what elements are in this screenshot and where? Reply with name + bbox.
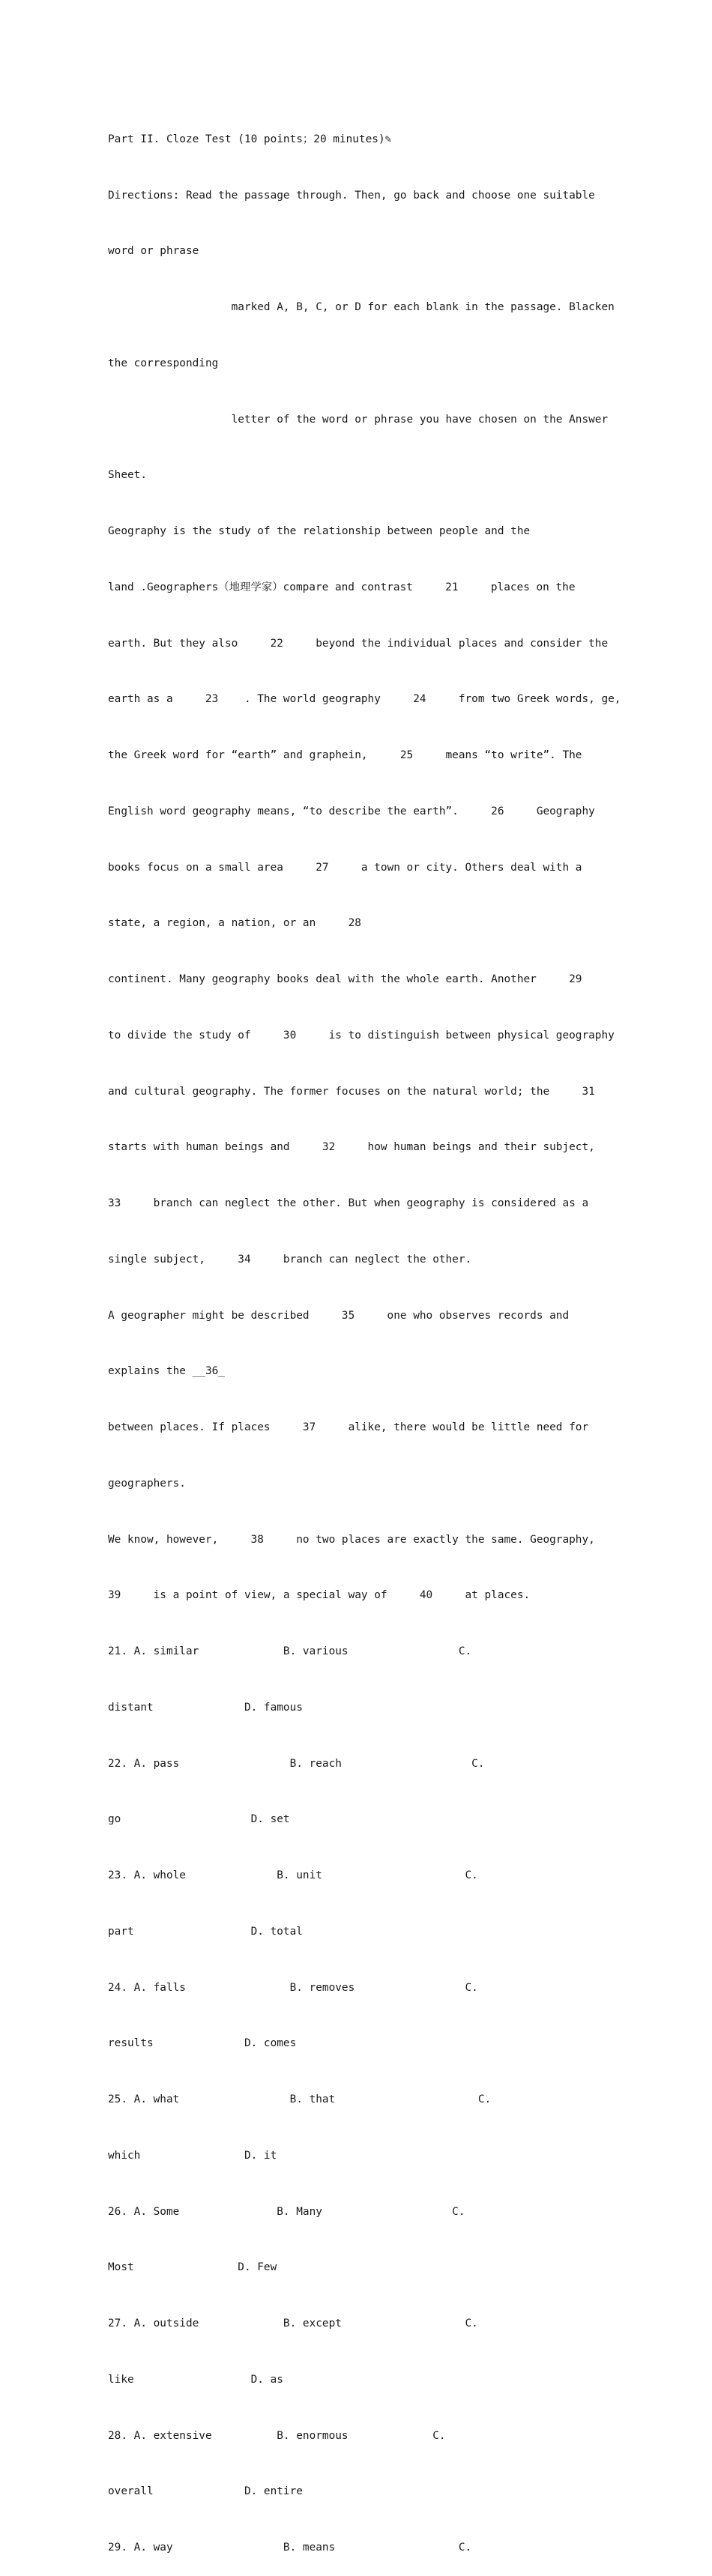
passage-line: Geography is the study of the relationship between people and the xyxy=(108,525,531,538)
passage-line: starts with human beings and 32 how human beings and their subject, xyxy=(108,1141,595,1154)
directions-text: the corresponding xyxy=(108,357,219,369)
passage-line: single subject, 34 branch can neglect the other. xyxy=(108,1253,472,1266)
option-line: 24. A. falls B. removes C. xyxy=(108,1981,478,1994)
option-line: part D. total xyxy=(108,1925,303,1938)
passage-line: 33 branch can neglect the other. But when geography is considered as a xyxy=(108,1197,589,1210)
directions-text: letter of the word or phrase you have chosen on the Answer xyxy=(108,413,609,426)
option-line: 21. A. similar B. various C. xyxy=(108,1645,472,1658)
option-line: go D. set xyxy=(108,1813,290,1826)
option-line: results D. comes xyxy=(108,2037,297,2050)
passage-line: between places. If places 37 alike, there would be little need for xyxy=(108,1421,589,1434)
option-line: 22. A. pass B. reach C. xyxy=(108,1757,485,1770)
passage-line: the Greek word for “earth” and graphein, 25 means “to write”. The xyxy=(108,749,582,762)
passage-line: and cultural geography. The former focuses on the natural world; the 31 xyxy=(108,1085,595,1098)
option-line: 28. A. extensive B. enormous C. xyxy=(108,2429,446,2442)
passage-line: books focus on a small area 27 a town or city. Others deal with a xyxy=(108,861,582,874)
option-line: which D. it xyxy=(108,2149,277,2162)
directions-text: marked A, B, C, or D for each blank in the passage. Blacken xyxy=(108,301,615,314)
option-line: 29. A. way B. means C. xyxy=(108,2542,472,2554)
passage-line: English word geography means, “to describe the earth”. 26 Geography xyxy=(108,805,595,817)
option-line: 26. A. Some B. Many C. xyxy=(108,2205,465,2218)
passage-line: geographers. xyxy=(108,1477,186,1490)
directions-text: word or phrase xyxy=(108,245,199,258)
option-line: 27. A. outside B. except C. xyxy=(108,2318,478,2330)
directions-text: Directions: Read the passage through. Then, go back and choose one suitable xyxy=(108,189,595,202)
option-line: overall D. entire xyxy=(108,2485,303,2498)
option-line: Most D. Few xyxy=(108,2261,277,2274)
passage-line: earth as a 23 . The world geography 24 from two Greek words, ge, xyxy=(108,693,621,706)
passage-line: land .Geographers（地理学家）compare and contrast 21 places on the xyxy=(108,581,576,593)
passage-line: state, a region, a nation, or an 28 xyxy=(108,917,361,930)
passage-line: A geographer might be described 35 one who observes records and xyxy=(108,1309,570,1322)
passage-line: continent. Many geography books deal with the whole earth. Another 29 xyxy=(108,973,582,986)
passage-line: We know, however, 38 no two places are exactly the same. Geography, xyxy=(108,1533,595,1546)
option-line: 25. A. what B. that C. xyxy=(108,2093,492,2106)
option-line: like D. as xyxy=(108,2373,283,2386)
cloze-test-document xyxy=(108,93,621,2576)
section-heading: Part II. Cloze Test (10 points；20 minutes)✎ xyxy=(108,133,392,145)
option-line: 23. A. whole B. unit C. xyxy=(108,1869,478,1882)
passage-line: 39 is a point of view, a special way of 40 at places. xyxy=(108,1589,531,1602)
option-line: distant D. famous xyxy=(108,1701,303,1714)
passage-line: explains the __36_ xyxy=(108,1365,225,1378)
passage-line: earth. But they also 22 beyond the individual places and consider the xyxy=(108,637,609,650)
passage-line: to divide the study of 30 is to distinguish between physical geography xyxy=(108,1029,615,1041)
directions-text: Sheet. xyxy=(108,469,147,482)
